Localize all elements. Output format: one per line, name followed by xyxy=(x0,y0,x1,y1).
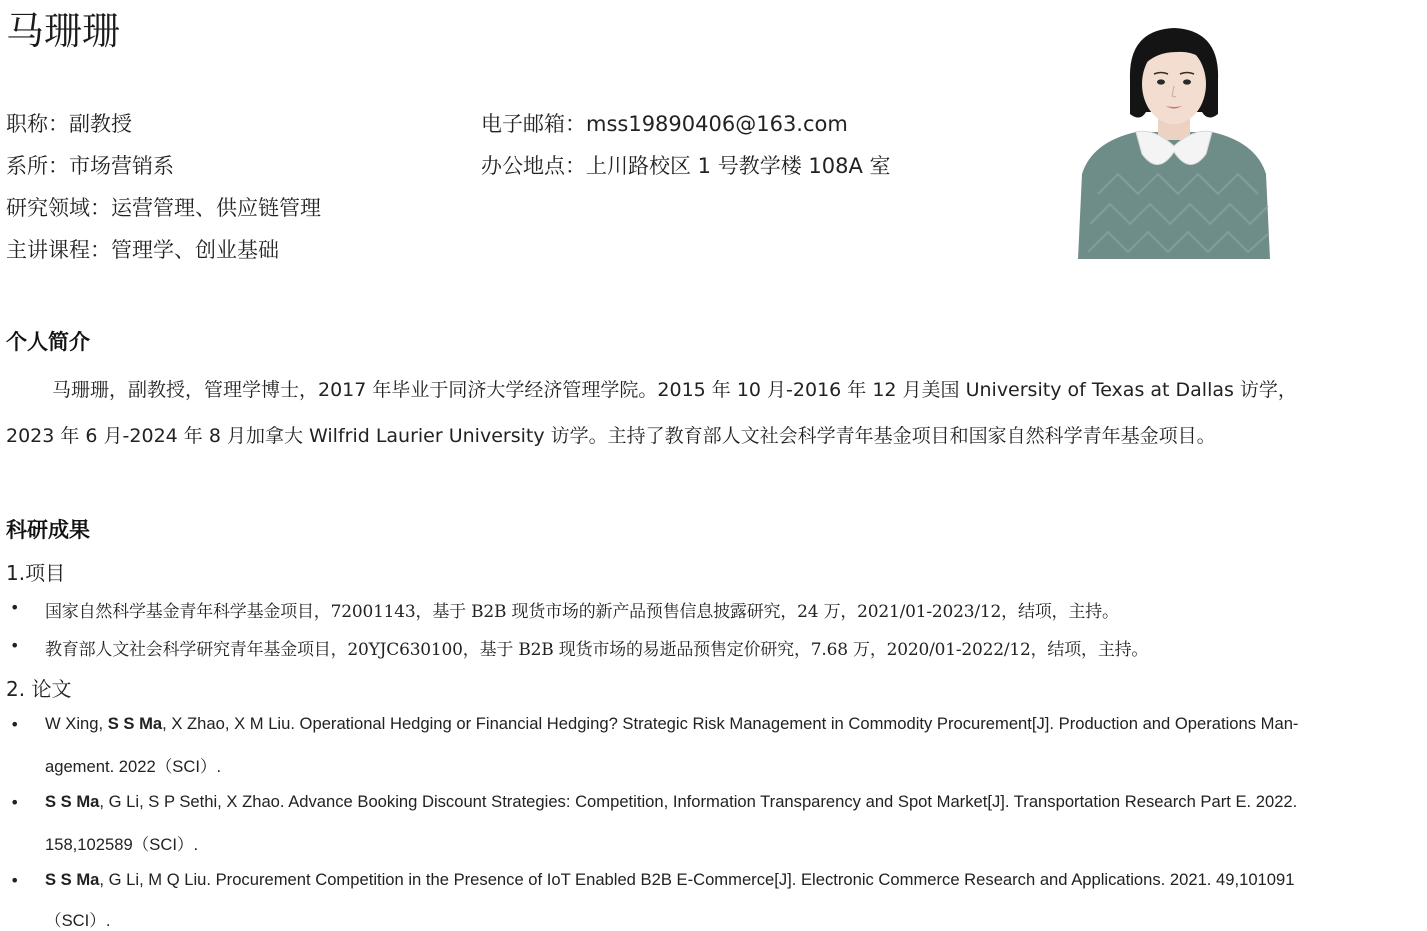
bio-line-1: 马珊珊，副教授，管理学博士，2017 年毕业于同济大学经济管理学院。2015 年 10 月-2016 年 12 月美国 University of Texas at Dallas 访学， xyxy=(52,379,1297,401)
profile-photo xyxy=(1078,24,1270,259)
project-item-1: 国家自然科学基金青年科学基金项目，72001143，基于 B2B 现货市场的新产品预售信息披露研究，24 万，2021/01-2023/12，结项，主持。 xyxy=(45,602,1119,622)
papers-heading: 2. 论文 xyxy=(6,677,72,701)
paper-item-3-line-2: （SCI）. xyxy=(45,911,111,930)
profile-title: 职称：副教授 xyxy=(6,112,132,136)
bio-heading: 个人简介 xyxy=(6,330,90,354)
bio-line-2: 2023 年 6 月-2024 年 8 月加拿大 Wilfrid Laurier University 访学。主持了教育部人文社会科学青年基金项目和国家自然科学青年基金项目。 xyxy=(6,425,1216,447)
research-heading: 科研成果 xyxy=(6,518,90,542)
paper-item-1-line-2: agement. 2022（SCI）. xyxy=(45,757,222,776)
projects-heading: 1.项目 xyxy=(6,561,66,585)
profile-name: 马珊珊 xyxy=(6,9,121,53)
profile-email[interactable]: 电子邮箱：mss19890406@163.com xyxy=(481,112,848,136)
paper-item-3-line-1: S S Ma, G Li, M Q Liu. Procurement Competition in the Presence of IoT Enabled B2B E-Commerce[J]. Electronic Commerce Research and Applications. 2021. 49,101091 xyxy=(45,870,1295,889)
profile-department: 系所：市场营销系 xyxy=(6,154,174,178)
profile-courses: 主讲课程：管理学、创业基础 xyxy=(6,238,279,262)
list-bullet: • xyxy=(10,871,20,890)
profile-research-area: 研究领域：运营管理、供应链管理 xyxy=(6,196,321,220)
paper-item-1-line-1: W Xing, S S Ma, X Zhao, X M Liu. Operational Hedging or Financial Hedging? Strategic Risk Management in Commodity Procurement[J]. Production and Operations Man- xyxy=(45,714,1299,733)
list-bullet: • xyxy=(10,715,20,734)
list-bullet: • xyxy=(10,636,20,655)
paper-item-2-line-1: S S Ma, G Li, S P Sethi, X Zhao. Advance Booking Discount Strategies: Competition, Information Transparency and Spot Market[J]. Transportation Research Part E. 2022. xyxy=(45,792,1298,811)
author-highlight: S S Ma xyxy=(45,792,100,811)
project-item-2: 教育部人文社会科学研究青年基金项目，20YJC630100，基于 B2B 现货市场的易逝品预售定价研究，7.68 万，2020/01-2022/12，结项，主持。 xyxy=(45,640,1149,660)
author-highlight: S S Ma xyxy=(45,870,100,889)
paper-item-2-line-2: 158,102589（SCI）. xyxy=(45,835,199,854)
profile-office: 办公地点：上川路校区 1 号教学楼 108A 室 xyxy=(481,154,891,178)
author-highlight: S S Ma xyxy=(107,714,163,733)
list-bullet: • xyxy=(10,598,20,617)
list-bullet: • xyxy=(10,793,20,812)
portrait-illustration xyxy=(1078,24,1270,259)
